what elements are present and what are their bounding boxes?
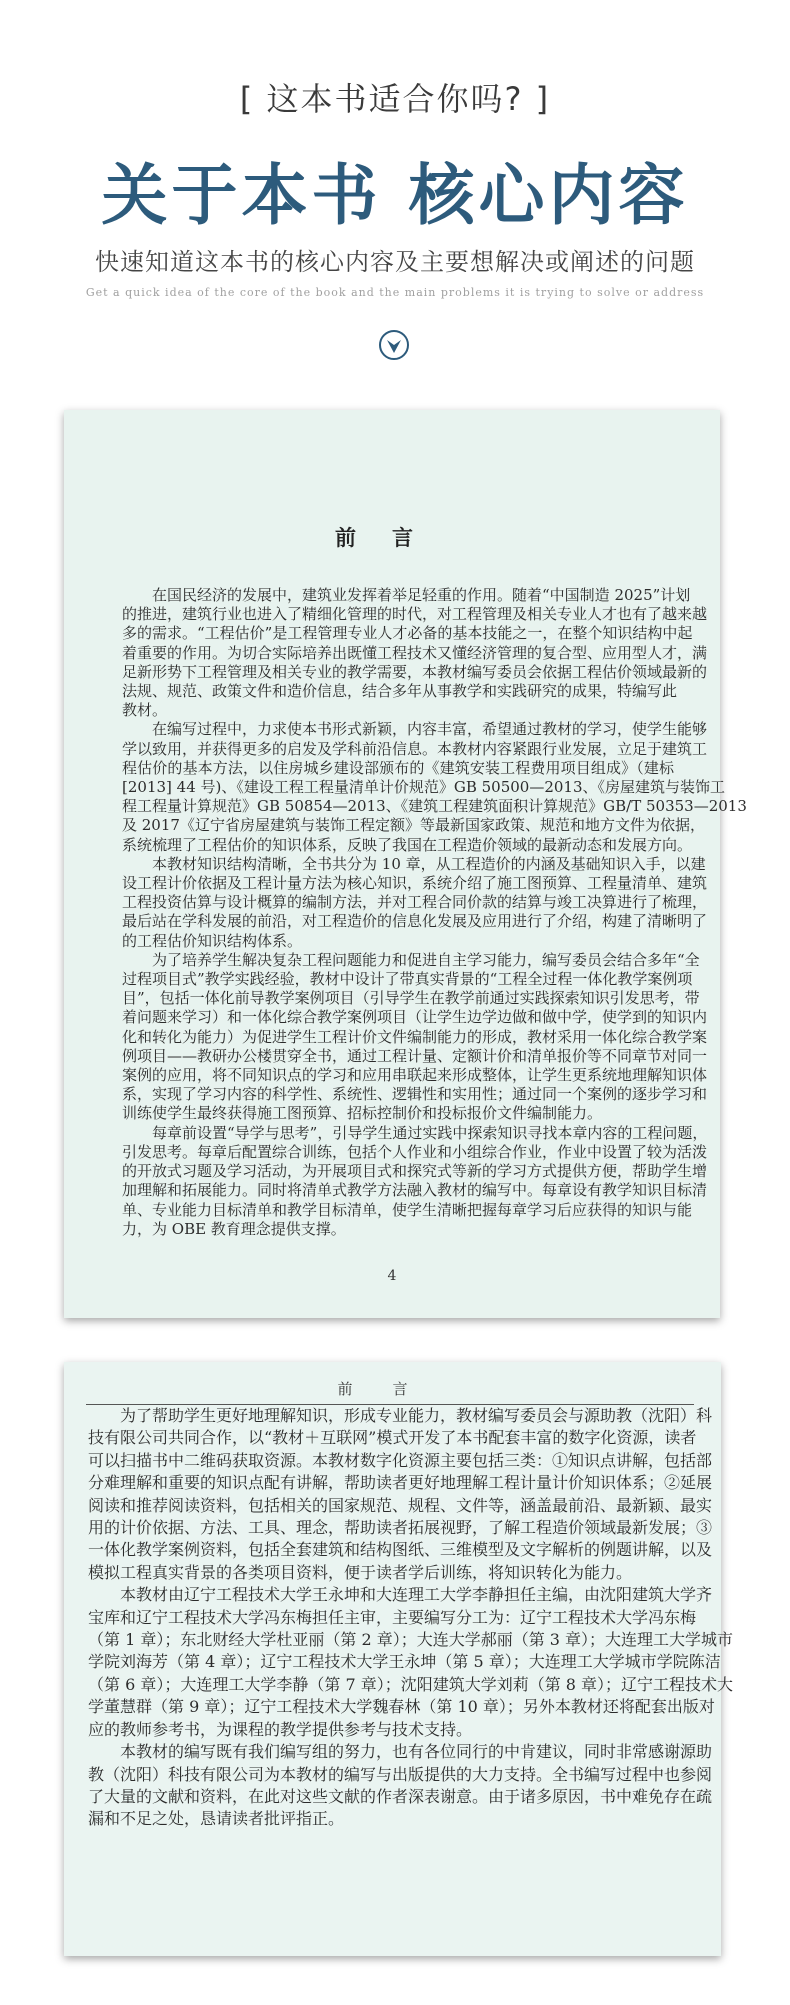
text-line: 学董慧群（第 9 章）；辽宁工程技术大学魏春林（第 10 章）；另外本教材还将配套出版对 [88,1697,715,1717]
running-head: 前言 [337,1380,448,1398]
text-line: 本教材知识结构清晰，全书共分为 10 章，从工程造价的内涵及基础知识入手，以建 [152,854,706,873]
text-line: 单、专业能力目标清单和教学目标清单，使学生清晰把握每章学习后应获得的知识与能 [122,1200,693,1219]
page-title: 前言 [335,525,449,550]
text-line: 分难理解和重要的知识点配有讲解，帮助读者更好地理解工程计量计价知识体系；②延展 [88,1473,713,1493]
text-line: 漏和不足之处，恳请读者批评指正。 [88,1809,345,1829]
text-line: 为了帮助学生更好地理解知识，形成专业能力，教材编写委员会与源助教（沈阳）科 [120,1406,713,1425]
text-line: 设工程计价依据及工程计量方法为核心知识，系统介绍了施工图预算、工程量清单、建筑 [122,874,708,893]
text-line: 学院刘海芳（第 4 章）；辽宁工程技术大学王永坤（第 5 章）；大连理工大学城市学院陈洁 [88,1652,721,1672]
text-line: 应的教师参考书，为课程的教学提供参考与技术支持。 [88,1719,473,1739]
text-line: 系，实现了学习内容的科学性、系统性、逻辑性和实用性；通过同一个案例的逐步学习和 [122,1085,708,1104]
text-line: 目”，包括一体化前导教学案例项目（引导学生在教学前通过实践探索知识引发思考，带 [122,989,700,1008]
text-line: 宝库和辽宁工程技术大学冯东梅担任主审，主要编写分工为：辽宁工程技术大学冯东梅 [88,1607,697,1627]
text-line: 学以致用，并获得更多的启发及学科前沿信息。本教材内容紧跟行业发展，立足于建筑工 [122,739,708,758]
paragraph [122,854,708,951]
paragraph [88,1584,734,1741]
header-subtitle: 快速知道这本书的核心内容及主要想解决或阐述的问题 [95,248,695,276]
text-line: 最后站在学科发展的前沿，对工程造价的信息化发展及应用进行了介绍，构建了清晰明了 [122,912,708,931]
text-line: （第 6 章）；大连理工大学李静（第 7 章）；沈阳建筑大学刘莉（第 8 章）；辽宁工程技术大 [88,1674,734,1694]
text-line: 过程项目式”教学实践经验，教材中设计了带真实背景的“工程全过程一体化教学案例项 [122,970,693,989]
text-line: （第 1 章）；东北财经大学杜亚丽（第 2 章）；大连大学郝丽（第 3 章）；大连理工大学城市 [88,1630,734,1650]
text-line: 在编写过程中，力求使本书形式新颖，内容丰富，希望通过教材的学习，使学生能够 [152,720,708,739]
text-line: 系统梳理了工程估价的知识体系，反映了我国在工程造价领域的最新动态和发展方向。 [122,835,693,854]
text-line: 一体化教学案例资料，包括全套建筑和结构图纸、三维模型及文字解析的例题讲解，以及 [88,1540,713,1560]
text-line: 技有限公司共同合作，以“教材＋互联网”模式开发了本书配套丰富的数字化资源，读者 [88,1428,697,1448]
book-page-preface-2 [64,1362,734,1956]
text-line: 教（沈阳）科技有限公司为本教材的编写与出版提供的大力支持。全书编写过程中也参阅 [88,1764,713,1784]
paragraph [122,950,708,1124]
chevron-down-icon [379,330,409,360]
text-line: 本教材由辽宁工程技术大学王永坤和大连理工大学李静担任主编，由沈阳建筑大学齐 [120,1585,713,1605]
text-line: 了大量的文献和资料，在此对这些文献的作者深表谢意。由于诸多原因，书中难免存在疏 [88,1786,713,1806]
text-line: 的开放式习题及学习活动，为开展项目式和探究式等新的学习方式提供方便，帮助学生增 [122,1162,708,1181]
text-line: 着问题来学习）和一体化综合教学案例项目（让学生边学边做和做中学，使学到的知识内 [122,1008,708,1027]
text-line: 用的计价依据、方法、工具、理念，帮助读者拓展视野，了解工程造价领域最新发展；③ [88,1518,713,1538]
paragraph [122,1123,708,1239]
text-line: 为了培养学生解决复杂工程问题能力和促进自主学习能力，编写委员会结合多年“全 [152,950,700,969]
page-body [122,586,747,1239]
header-question: [ 这本书适合你吗? ] [239,80,551,118]
text-line: 多的需求。“工程估价”是工程管理专业人才必备的基本技能之一，在整个知识结构中起 [122,624,693,643]
paragraph [88,1405,713,1584]
text-line: 模拟工程真实背景的各类项目资料，便于读者学后训练，将知识转化为能力。 [88,1562,633,1582]
text-line: 引发思考。每章后配置综合训练，包括个人作业和小组综合作业，作业中设置了较为活泼 [122,1142,708,1161]
text-line: 训练使学生最终获得施工图预算、招标控制价和投标报价文件编制能力。 [122,1104,603,1123]
text-line: 及 2017《辽宁省房屋建筑与装饰工程定额》等最新国家政策、规范和地方文件为依据， [122,816,705,835]
text-line: 足新形势下工程管理及相关专业的教学需要，本教材编写委员会依据工程估价领域最新的 [122,662,708,681]
text-line: 工程投资估算与设计概算的编制方法，并对工程合同价款的结算与竣工决算进行了梳理， [122,893,708,912]
paragraph [122,720,747,854]
text-line: 着重要的作用。为切合实际培养出既懂工程技术又懂经济管理的复合型、应用型人才，满 [122,643,708,662]
header-title: 关于本书 核心内容 [101,156,689,234]
text-line: 例项目——教研办公楼贯穿全书，通过工程计量、定额计价和清单报价等不同章节对同一 [122,1046,708,1065]
text-line: 可以扫描书中二维码获取资源。本教材数字化资源主要包括三类：①知识点讲解，包括部 [88,1450,713,1470]
text-line: 本教材的编写既有我们编写组的努力，也有各位同行的中肯建议，同时非常感谢源助 [120,1742,713,1762]
text-line: 程工程量计算规范》GB 50854—2013、《建筑工程建筑面积计算规范》GB/T 50353—2013 [122,797,747,816]
text-line: 案例的应用，将不同知识点的学习和应用串联起来形成整体，让学生更系统地理解知识体 [122,1066,708,1085]
text-line: 阅读和推荐阅读资料，包括相关的国家规范、规程、文件等，涵盖最前沿、最新颖、最实 [88,1495,713,1515]
text-line: 的工程估价知识结构体系。 [122,931,303,950]
paragraph [122,586,708,720]
text-line: 在国民经济的发展中，建筑业发挥着举足轻重的作用。随着“中国制造 2025”计划 [152,586,691,604]
paragraph [88,1741,713,1831]
text-line: 教材。 [122,701,168,720]
book-page-preface-1 [64,410,747,1318]
text-line: 化和转化为能力）为促进学生工程计价文件编制能力的形成，教材采用一体化综合教学案 [122,1027,708,1046]
text-line: 每章前设置“导学与思考”，引导学生通过实践中探索知识寻找本章内容的工程问题， [152,1123,708,1142]
text-line: 程估价的基本方法，以住房城乡建设部颁布的《建筑安装工程费用项目组成》（建标 [122,758,674,777]
header-subtitle-english: Get a quick idea of the core of the book and the main problems it is trying to solve or address [85,286,705,299]
text-line: 加理解和拓展能力。同时将清单式教学方法融入教材的编写中。每章设有教学知识目标清 [122,1181,708,1200]
text-line: 力，为 OBE 教育理念提供支撑。 [122,1219,346,1238]
text-line: [2013] 44 号)、《建设工程工程量清单计价规范》GB 50500—2013、《房屋建筑与装饰工 [122,778,726,797]
text-line: 法规、规范、政策文件和造价信息，结合多年从事教学和实践研究的成果，特编写此 [122,682,678,701]
page-number: 4 [387,1268,397,1284]
page-body [88,1405,734,1831]
text-line: 的推进，建筑行业也进入了精细化管理的时代，对工程管理及相关专业人才也有了越来越 [122,605,708,624]
